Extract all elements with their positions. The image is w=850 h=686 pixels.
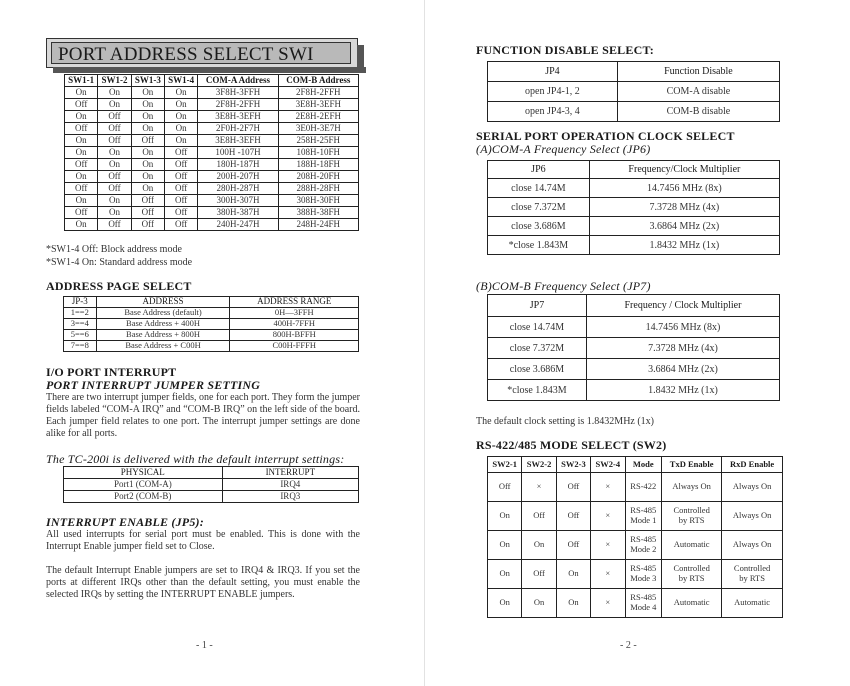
sw1-cell: On [98, 159, 131, 171]
rs-mode-row [488, 502, 783, 531]
rs-mode-cell: On [556, 589, 590, 618]
address-page-cell: Base Address + 800H [96, 330, 230, 341]
io-port-subtitle: PORT INTERRUPT JUMPER SETTING [46, 378, 261, 392]
note-block-mode: *SW1-4 Off: Block address mode [46, 244, 182, 255]
rs-mode-cell: RS-485 Mode 4 [625, 589, 662, 618]
address-page-header: ADDRESS [96, 297, 230, 308]
com-a-frequency-cell: 1.8432 MHz (1x) [589, 236, 779, 255]
sw1-cell: On [131, 171, 164, 183]
com-b-frequency-cell: close 14.74M [488, 317, 587, 338]
com-a-frequency-cell: 14.7456 MHz (8x) [589, 179, 779, 198]
sw1-cell: Off [164, 195, 197, 207]
rs-mode-row [488, 560, 783, 589]
rs-mode-header: SW2-3 [556, 457, 590, 473]
sw1-cell: Off [131, 195, 164, 207]
default-clock-note: The default clock setting is 1.8432MHz (1x) [476, 416, 655, 427]
sw1-cell: Off [164, 207, 197, 219]
rs-mode-cell: Off [522, 560, 556, 589]
rs-mode-table [487, 456, 783, 618]
sw1-cell: 3E8H-3EFH [278, 99, 358, 111]
rs-mode-cell: On [522, 531, 556, 560]
rs-mode-cell: Always On [662, 473, 722, 502]
sw1-cell: Off [65, 123, 98, 135]
sw1-cell: 248H-24FH [278, 219, 358, 231]
sw1-cell: 258H-25FH [278, 135, 358, 147]
com-a-frequency-cell: close 7.372M [488, 198, 590, 217]
irq-header: PHYSICAL [64, 467, 223, 479]
address-page-header: ADDRESS RANGE [230, 297, 359, 308]
com-a-frequency-cell: 7.3728 MHz (4x) [589, 198, 779, 217]
rs-mode-cell: Controlled by RTS [662, 560, 722, 589]
rs-mode-cell: × [522, 473, 556, 502]
sw1-cell: 308H-30FH [278, 195, 358, 207]
com-b-frequency-subtitle: (B)COM-B Frequency Select (JP7) [476, 279, 651, 293]
com-a-frequency-row [488, 217, 780, 236]
sw1-header: SW1-1 [65, 75, 98, 87]
sw1-cell: 2E8H-2EFH [278, 111, 358, 123]
rs-mode-cell: Automatic [662, 531, 722, 560]
default-enable-paragraph: The default Interrupt Enable jumpers are set to IRQ4 & IRQ3. If you set the ports at different IRQs other than the default setting, you must enable the selected IRQs by setting the INTERRUPT ENABLE jumpers. [46, 565, 360, 600]
function-disable-title: FUNCTION DISABLE SELECT: [476, 43, 654, 57]
address-page-cell: 1==2 [64, 308, 97, 319]
irq-cell: IRQ3 [222, 491, 358, 503]
sw1-cell: On [164, 123, 197, 135]
rs-mode-cell: Off [488, 473, 522, 502]
com-b-frequency-row [488, 380, 780, 401]
rs-mode-row [488, 473, 783, 502]
sw1-cell: 388H-38FH [278, 207, 358, 219]
rs-mode-header: SW2-4 [591, 457, 625, 473]
address-page-cell: Base Address + C00H [96, 341, 230, 352]
com-a-frequency-header: Frequency/Clock Multiplier [589, 161, 779, 179]
address-page-cell: 3==4 [64, 319, 97, 330]
com-b-frequency-cell: 3.6864 MHz (2x) [586, 359, 779, 380]
sw1-cell: 100H -107H [198, 147, 278, 159]
sw1-cell: 3F8H-3FFH [198, 87, 278, 99]
function-disable-cell: open JP4-3, 4 [488, 102, 618, 122]
com-a-frequency-row [488, 179, 780, 198]
sw1-cell: 2F0H-2F7H [198, 123, 278, 135]
com-a-frequency-cell: close 14.74M [488, 179, 590, 198]
rs-mode-cell: × [591, 502, 625, 531]
com-b-frequency-header: Frequency / Clock Multiplier [586, 295, 779, 317]
sw1-cell: Off [65, 207, 98, 219]
sw1-cell: Off [98, 135, 131, 147]
com-a-frequency-table [487, 160, 780, 255]
sw1-cell: Off [164, 171, 197, 183]
com-b-frequency-header: JP7 [488, 295, 587, 317]
sw1-cell: Off [131, 207, 164, 219]
sw1-cell: 240H-247H [198, 219, 278, 231]
rs-mode-cell: On [522, 589, 556, 618]
address-page-title: ADDRESS PAGE SELECT [46, 279, 192, 293]
sw1-cell: On [65, 111, 98, 123]
address-page-cell: 400H-7FFH [230, 319, 359, 330]
address-page-cell: Base Address (default) [96, 308, 230, 319]
sw1-cell: 2F8H-2FFH [278, 87, 358, 99]
sw1-cell: 3E0H-3E7H [278, 123, 358, 135]
address-page-cell: Base Address + 400H [96, 319, 230, 330]
com-a-frequency-subtitle: (A)COM-A Frequency Select (JP6) [476, 142, 651, 156]
sw1-cell: 3E8H-3EFH [198, 135, 278, 147]
clock-select-title: SERIAL PORT OPERATION CLOCK SELECT [476, 129, 735, 143]
sw1-cell: 180H-187H [198, 159, 278, 171]
interrupt-enable-paragraph: All used interrupts for serial port must be enabled. This is done with the Interrupt Enable jumper field set to Close. [46, 529, 360, 552]
irq-cell: IRQ4 [222, 479, 358, 491]
sw1-header: COM-A Address [198, 75, 278, 87]
rs-mode-cell: Off [556, 473, 590, 502]
function-disable-header: JP4 [488, 62, 618, 82]
sw1-cell: 300H-307H [198, 195, 278, 207]
sw1-cell: On [65, 87, 98, 99]
sw1-cell: 188H-18FH [278, 159, 358, 171]
address-page-cell: 7==8 [64, 341, 97, 352]
io-port-title: I/O PORT INTERRUPT [46, 365, 177, 379]
rs-mode-cell: RS-485 Mode 2 [625, 531, 662, 560]
address-page-cell: 0H—3FFH [230, 308, 359, 319]
sw1-cell: Off [98, 171, 131, 183]
rs-mode-cell: On [488, 531, 522, 560]
rs-mode-cell: Automatic [662, 589, 722, 618]
page-number-left: - 1 - [196, 640, 213, 651]
rs-mode-cell: × [591, 560, 625, 589]
rs-mode-header: TxD Enable [662, 457, 722, 473]
sw1-cell: On [164, 111, 197, 123]
sw1-cell: Off [164, 219, 197, 231]
function-disable-header: Function Disable [617, 62, 779, 82]
sw1-cell: On [131, 183, 164, 195]
rs-mode-cell: On [488, 589, 522, 618]
rs-mode-cell: Automatic [722, 589, 783, 618]
irq-cell: Port2 (COM-B) [64, 491, 223, 503]
sw1-cell: On [164, 87, 197, 99]
com-b-frequency-row [488, 317, 780, 338]
rs-mode-cell: Off [556, 531, 590, 560]
sw1-cell: On [131, 147, 164, 159]
address-page-header: JP-3 [64, 297, 97, 308]
sw1-cell: 3E8H-3EFH [198, 111, 278, 123]
sw1-cell: Off [98, 111, 131, 123]
sw1-cell: Off [164, 147, 197, 159]
sw1-cell: Off [98, 123, 131, 135]
sw1-cell: On [98, 99, 131, 111]
rs-mode-cell: Controlled by RTS [722, 560, 783, 589]
sw1-cell: On [65, 171, 98, 183]
com-a-frequency-row [488, 236, 780, 255]
sw1-cell: Off [98, 219, 131, 231]
address-page-cell: C00H-FFFH [230, 341, 359, 352]
function-disable-cell: COM-A disable [617, 82, 779, 102]
rs-mode-cell: Off [522, 502, 556, 531]
rs-mode-cell: Always On [722, 531, 783, 560]
com-a-frequency-header: JP6 [488, 161, 590, 179]
sw1-cell: 108H-10FH [278, 147, 358, 159]
rs-mode-cell: RS-485 Mode 3 [625, 560, 662, 589]
sw1-cell: Off [131, 219, 164, 231]
sw1-cell: 380H-387H [198, 207, 278, 219]
com-b-frequency-row [488, 359, 780, 380]
sw1-header: SW1-2 [98, 75, 131, 87]
function-disable-cell: COM-B disable [617, 102, 779, 122]
com-b-frequency-cell: 14.7456 MHz (8x) [586, 317, 779, 338]
sw1-cell: Off [164, 159, 197, 171]
com-b-frequency-cell: *close 1.843M [488, 380, 587, 401]
irq-cell: Port1 (COM-A) [64, 479, 223, 491]
sw1-cell: Off [131, 135, 164, 147]
sw1-cell: On [131, 99, 164, 111]
sw1-cell: On [65, 195, 98, 207]
sw1-cell: Off [164, 183, 197, 195]
com-a-frequency-cell: 3.6864 MHz (2x) [589, 217, 779, 236]
rs-mode-cell: On [488, 560, 522, 589]
sw1-cell: 280H-287H [198, 183, 278, 195]
io-paragraph: There are two interrupt jumper fields, one for each port. They form the jumper fields labeled “COM-A IRQ” and “COM-B IRQ” on the left side of the board. Each jumper field relates to one port. The interrupt jumper settings are done alike for all ports. [46, 392, 360, 439]
sw1-cell: 2F8H-2FFH [198, 99, 278, 111]
sw1-cell: Off [65, 99, 98, 111]
function-disable-row [488, 82, 780, 102]
rs-mode-cell: RS-422 [625, 473, 662, 502]
rs-mode-title: RS-422/485 MODE SELECT (SW2) [476, 438, 667, 452]
com-a-frequency-cell: close 3.686M [488, 217, 590, 236]
sw1-cell: On [131, 87, 164, 99]
rs-mode-cell: Always On [722, 502, 783, 531]
com-b-frequency-cell: close 7.372M [488, 338, 587, 359]
rs-mode-cell: Always On [722, 473, 783, 502]
sw1-cell: Off [65, 159, 98, 171]
com-a-frequency-cell: *close 1.843M [488, 236, 590, 255]
default-irq-heading: The TC-200i is delivered with the default interrupt settings: [46, 452, 345, 466]
sw1-header: COM-B Address [278, 75, 358, 87]
com-b-frequency-cell: 1.8432 MHz (1x) [586, 380, 779, 401]
sw1-cell: 288H-28FH [278, 183, 358, 195]
rs-mode-row [488, 531, 783, 560]
com-b-frequency-cell: 7.3728 MHz (4x) [586, 338, 779, 359]
sw1-cell: On [131, 159, 164, 171]
sw1-cell: On [131, 123, 164, 135]
rs-mode-row [488, 589, 783, 618]
rs-mode-header: RxD Enable [722, 457, 783, 473]
rs-mode-header: Mode [625, 457, 662, 473]
sw1-cell: On [98, 207, 131, 219]
address-page-cell: 800H-BFFH [230, 330, 359, 341]
sw1-cell: On [131, 111, 164, 123]
function-disable-row [488, 102, 780, 122]
rs-mode-header: SW2-1 [488, 457, 522, 473]
rs-mode-cell: Off [556, 502, 590, 531]
rs-mode-cell: × [591, 473, 625, 502]
sw1-cell: On [164, 99, 197, 111]
sw1-cell: On [98, 195, 131, 207]
com-b-frequency-table [487, 294, 780, 401]
com-b-frequency-row [488, 338, 780, 359]
page-number-right: - 2 - [620, 640, 637, 651]
address-page-cell: 5==6 [64, 330, 97, 341]
function-disable-cell: open JP4-1, 2 [488, 82, 618, 102]
sw1-cell: On [65, 219, 98, 231]
rs-mode-header: SW2-2 [522, 457, 556, 473]
sw1-cell: On [65, 135, 98, 147]
note-standard-mode: *SW1-4 On: Standard address mode [46, 257, 193, 268]
rs-mode-cell: Controlled by RTS [662, 502, 722, 531]
rs-mode-cell: × [591, 589, 625, 618]
sw1-cell: 200H-207H [198, 171, 278, 183]
rs-mode-cell: × [591, 531, 625, 560]
banner-title: PORT ADDRESS SELECT SWI [58, 44, 314, 65]
interrupt-enable-title: INTERRUPT ENABLE (JP5): [46, 515, 204, 529]
com-b-frequency-cell: close 3.686M [488, 359, 587, 380]
sw1-header: SW1-4 [164, 75, 197, 87]
rs-mode-cell: On [488, 502, 522, 531]
sw1-cell: Off [65, 183, 98, 195]
com-a-frequency-row [488, 198, 780, 217]
sw1-cell: 208H-20FH [278, 171, 358, 183]
sw1-header: SW1-3 [131, 75, 164, 87]
function-disable-table [487, 61, 780, 122]
sw1-cell: On [65, 147, 98, 159]
sw1-cell: On [164, 135, 197, 147]
sw1-cell: Off [98, 183, 131, 195]
rs-mode-cell: On [556, 560, 590, 589]
sw1-cell: On [98, 147, 131, 159]
sw1-cell: On [98, 87, 131, 99]
irq-header: INTERRUPT [222, 467, 358, 479]
rs-mode-cell: RS-485 Mode 1 [625, 502, 662, 531]
